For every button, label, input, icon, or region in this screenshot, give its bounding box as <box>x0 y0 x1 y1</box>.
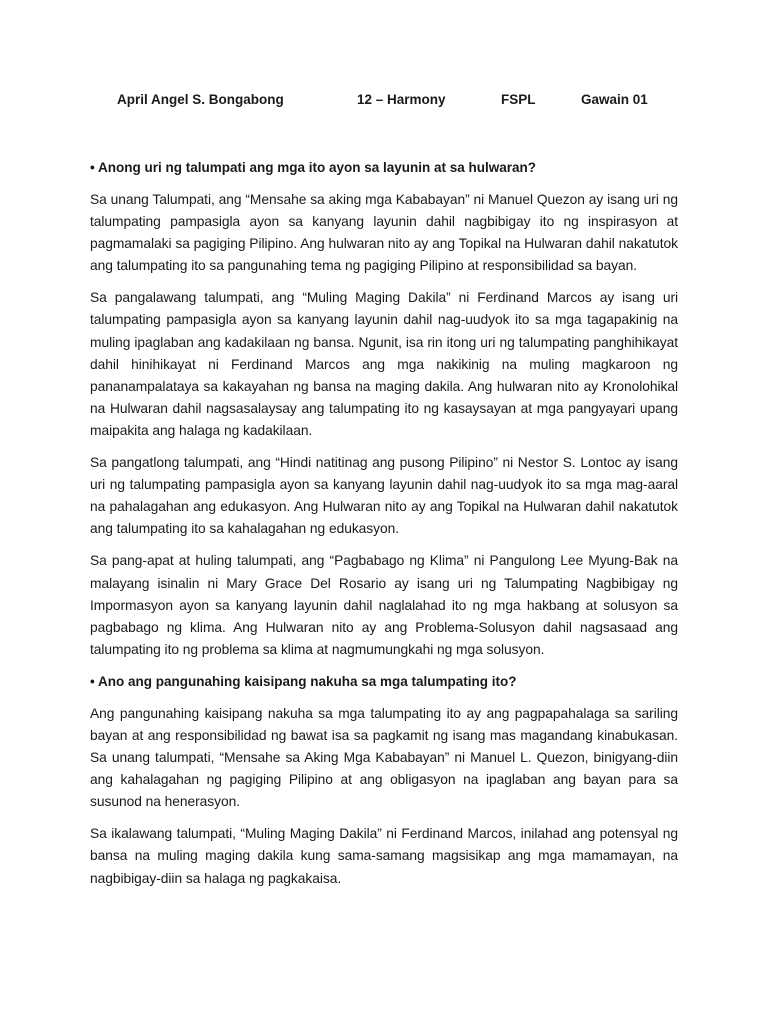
answer-paragraph: Sa ikalawang talumpati, “Muling Maging Dakila” ni Ferdinand Marcos, inilahad ang potensyal ng bansa na muling maging dakila kung sama-samang magsisikap ang mga mamamayan, na nagbibigay-diin sa halaga ng pagkakaisa. <box>90 826 678 886</box>
answer-paragraph: Sa pangalawang talumpati, ang “Muling Maging Dakila” ni Ferdinand Marcos ay isang uri talumpating pampasigla ayon sa kanyang layunin dahil nag-uudyok ito sa mga tagapakinig na muling ipaglaban ang kadakilaan ng bansa. Ngunit, isa rin itong uri ng talumpating panghihikayat dahil hinihikayat ni Ferdinand Marcos ang mga nakikinig na muling magkaroon ng pananampalataya sa kakayahan ng bansa na maging dakila. Ang hulwaran nito ay Kronolohikal na Hulwaran dahil nagsasalaysay ang talumpating ito ng kasaysayan at mga pangyayari upang maipakita ang halaga ng kadakilaan. <box>90 290 678 438</box>
student-section: 12 – Harmony <box>357 92 446 107</box>
student-name: April Angel S. Bongabong <box>117 92 284 107</box>
question-1: • Anong uri ng talumpati ang mga ito ayon sa layunin at sa hulwaran? <box>90 160 537 175</box>
answer-paragraph: Ang pangunahing kaisipang nakuha sa mga talumpating ito ay ang pagpapahalaga sa sariling bayan at ang responsibilidad ng bawat isa sa pagkamit ng isang mas magandang kinabukasan. Sa unang talumpati, “Mensahe sa Aking Mga Kababayan” ni Manuel L. Quezon, binigyang-diin ang kahalagahan ng pagiging Pilipino at ang obligasyon na ipaglaban ang bayan para sa susunod na henerasyon. <box>90 705 678 810</box>
task-label: Gawain 01 <box>581 92 648 107</box>
answer-paragraph: Sa pangatlong talumpati, ang “Hindi natitinag ang pusong Pilipino” ni Nestor S. Lontoc ay isang uri ng talumpating pampasigla ayon sa kanyang layunin dahil nag-uudyok ito sa mga mag-aaral na pahalagahan ang edukasyon. Ang Hulwaran nito ay ang Topikal na Hulwaran dahil nakatutok ang talumpating ito sa kahalagahan ng edukasyon. <box>90 455 678 537</box>
document-page <box>90 92 678 900</box>
subject-code: FSPL <box>501 92 536 107</box>
question-2: • Ano ang pangunahing kaisipang nakuha sa mga talumpating ito? <box>90 673 517 689</box>
answer-paragraph: Sa pang-apat at huling talumpati, ang “Pagbabago ng Klima” ni Pangulong Lee Myung-Bak na malayang isinalin ni Mary Grace Del Rosario ay isang uri ng Talumpating Nagbibigay ng Impormasyon ayon sa kanyang layunin dahil naglalahad ito ng mga hakbang at solusyon sa pagbabago ng klima. Ang Hulwaran nito ay ang Problema-Solusyon dahil nagsasaad ang talumpating ito ng problema sa klima at nagmumungkahi ng mga solusyon. <box>90 553 678 657</box>
answer-paragraph: Sa unang Talumpati, ang “Mensahe sa aking mga Kababayan” ni Manuel Quezon ay isang uri ng talumpating pampasigla ayon sa kanyang layunin dahil nagbibigay ito ng inspirasyon at pagmamalaki sa pagiging Pilipino. Ang hulwaran nito ay ang Topikal na Hulwaran dahil nakatutok ang talumpating ito sa pangunahing tema ng pagiging Pilipino at responsibilidad sa bayan. <box>90 192 678 274</box>
document-header <box>90 92 678 114</box>
